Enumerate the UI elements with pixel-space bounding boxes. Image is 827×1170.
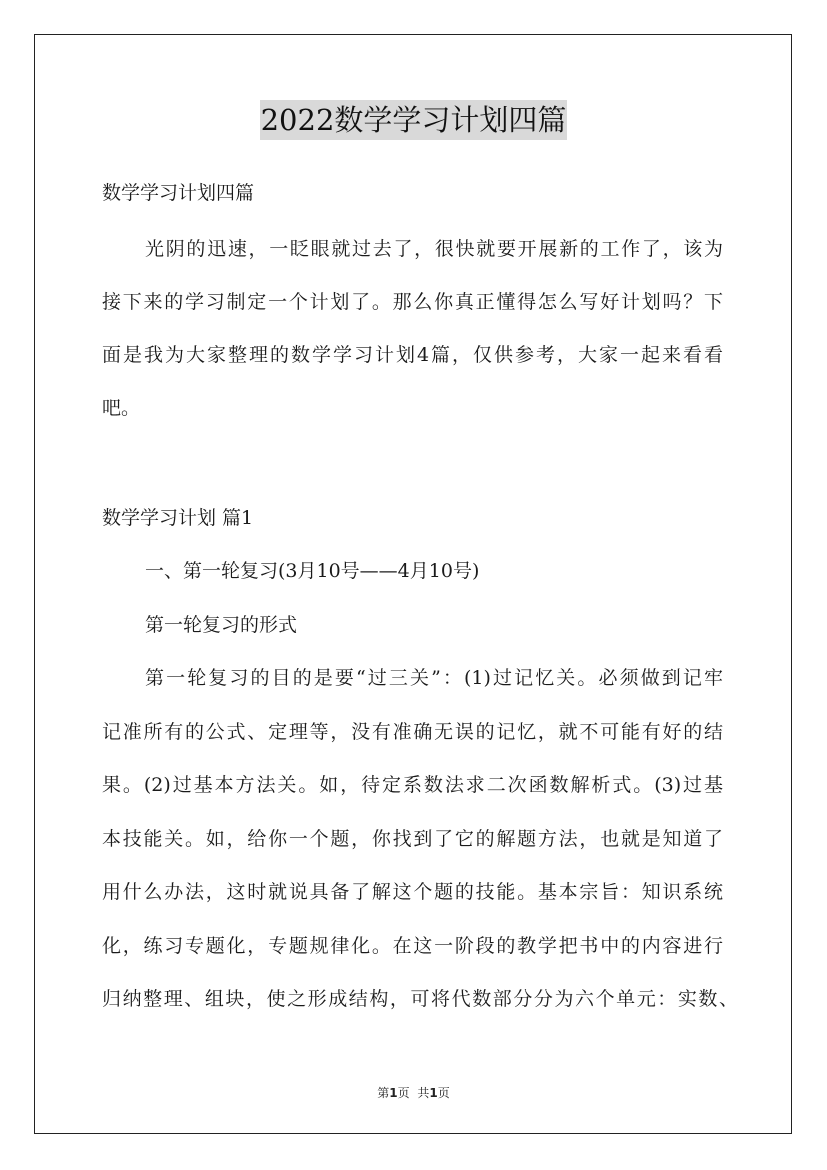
footer-total-suffix: 页	[437, 1086, 450, 1100]
intro-line: 接下来的学习制定一个计划了。那么你真正懂得怎么写好计划吗？下	[102, 291, 723, 313]
body-line: 归纳整理、组块，使之形成结构，可将代数部分分为六个单元：实数、	[102, 988, 738, 1010]
document-subtitle: 数学学习计划四篇	[102, 182, 255, 204]
intro-line: 面是我为大家整理的数学学习计划4篇，仅供参考，大家一起来看看	[102, 344, 723, 366]
page-footer	[0, 1085, 827, 1101]
body-line: 用什么办法，这时就说具备了解这个题的技能。基本宗旨：知识系统	[102, 881, 723, 903]
footer-page-prefix: 第	[377, 1086, 390, 1100]
footer-total-prefix: 共	[417, 1086, 430, 1100]
body-line: 第一轮复习的目的是要“过三关”：(1)过记忆关。必须做到记牢	[145, 667, 723, 689]
body-line: 化，练习专题化，专题规律化。在这一阶段的教学把书中的内容进行	[102, 935, 723, 957]
body-line: 果。(2)过基本方法关。如，待定系数法求二次函数解析式。(3)过基	[102, 774, 723, 796]
footer-page-suffix: 页	[397, 1086, 410, 1100]
title-wrap	[0, 100, 827, 140]
document-title: 2022数学学习计划四篇	[260, 100, 568, 140]
form-heading: 第一轮复习的形式	[145, 614, 298, 636]
footer-total-number: 1	[429, 1086, 438, 1100]
body-line: 本技能关。如，给你一个题，你找到了它的解题方法，也就是知道了	[102, 828, 723, 850]
footer-page-number: 1	[389, 1086, 398, 1100]
review-heading: 一、第一轮复习(3月10号——4月10号)	[145, 560, 480, 582]
body-line: 记准所有的公式、定理等，没有准确无误的记忆，就不可能有好的结	[102, 721, 723, 743]
intro-line: 吧。	[102, 397, 141, 419]
section-heading: 数学学习计划 篇1	[102, 507, 254, 529]
intro-line: 光阴的迅速，一眨眼就过去了，很快就要开展新的工作了，该为	[145, 238, 723, 260]
